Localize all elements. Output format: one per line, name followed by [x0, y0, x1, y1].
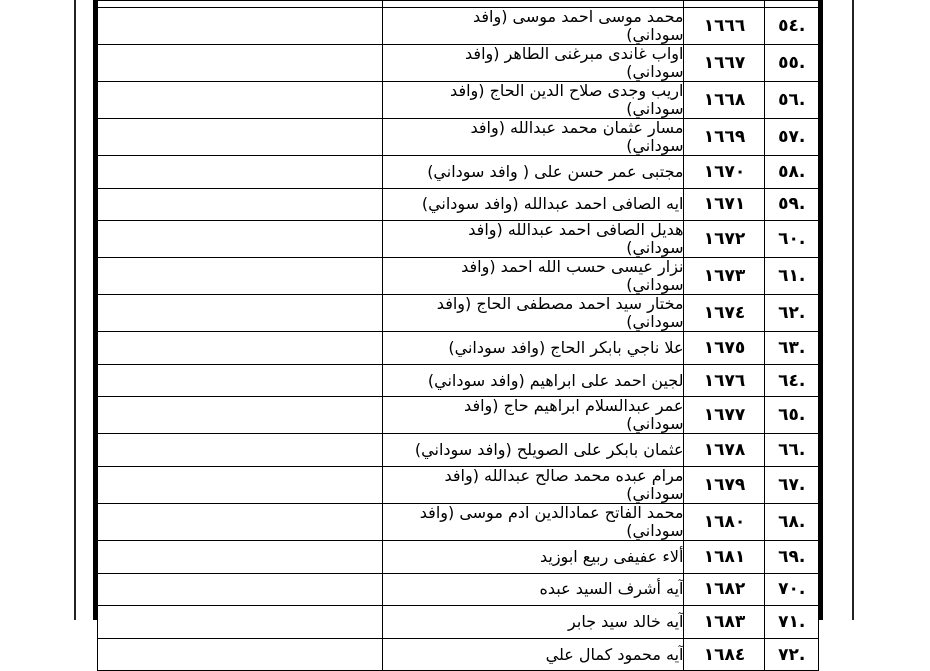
registration-number: ١٦٦٨	[684, 82, 765, 119]
student-name-cell	[382, 573, 684, 606]
blank-cell	[98, 466, 383, 503]
registration-number: ١٦٨٤	[684, 638, 765, 671]
registration-number: ١٦٦٧	[684, 45, 765, 82]
table-row	[98, 45, 819, 82]
student-name: مسار عثمان محمد عبدالله (وافد سوداني)	[470, 118, 684, 155]
registration-number: ١٦٦٦	[684, 8, 765, 45]
blank-cell	[98, 503, 383, 540]
student-name-cell	[382, 397, 684, 434]
serial-number: .٦٠	[765, 221, 819, 258]
registration-number: ١٦٨١	[684, 540, 765, 573]
cell-id	[684, 1, 765, 8]
page-edge-left	[74, 0, 76, 620]
student-name: هديل الصافى احمد عبدالله (وافد سوداني)	[468, 220, 684, 258]
student-name-cell	[382, 188, 684, 221]
student-name: مختار سيد احمد مصطفى الحاج (وافد سوداني)	[436, 294, 684, 332]
table-row	[98, 364, 819, 397]
student-name-cell	[382, 221, 684, 258]
serial-number: .٦٥	[765, 397, 819, 434]
registration-number: ١٦٧٣	[684, 258, 765, 295]
serial-number: .٥٨	[765, 156, 819, 189]
blank-cell	[98, 540, 383, 573]
registration-number: ١٦٧١	[684, 188, 765, 221]
blank-cell	[98, 364, 383, 397]
student-name-cell	[382, 540, 684, 573]
serial-number: .٦٤	[765, 364, 819, 397]
table-row	[98, 295, 819, 332]
table-row	[98, 258, 819, 295]
cell-blank	[98, 1, 383, 8]
student-name-cell	[382, 119, 684, 156]
table-top-row	[98, 1, 819, 8]
student-name: آيه خالد سيد جابر	[568, 611, 684, 631]
serial-number: .٦٨	[765, 503, 819, 540]
table-row	[98, 503, 819, 540]
blank-cell	[98, 332, 383, 365]
student-name: نزار عيسى حسب الله احمد (وافد سوداني)	[461, 257, 684, 295]
table-row	[98, 82, 819, 119]
blank-cell	[98, 434, 383, 467]
student-name-cell	[382, 503, 684, 540]
registration-number: ١٦٧٦	[684, 364, 765, 397]
blank-cell	[98, 119, 383, 156]
student-name-cell	[382, 8, 684, 45]
blank-cell	[98, 258, 383, 295]
serial-number: .٦٩	[765, 540, 819, 573]
registration-number: ١٦٧٩	[684, 466, 765, 503]
serial-number: .٦٦	[765, 434, 819, 467]
serial-number: .٧٢	[765, 638, 819, 671]
table-row	[98, 221, 819, 258]
student-name-cell	[382, 295, 684, 332]
serial-number: .٥٦	[765, 82, 819, 119]
registration-number: ١٦٧٠	[684, 156, 765, 189]
table-row	[98, 466, 819, 503]
table-row	[98, 606, 819, 639]
serial-number: .٥٤	[765, 8, 819, 45]
student-name: عثمان بابكر على الصويلح (وافد سوداني)	[414, 440, 684, 460]
registration-number: ١٦٧٧	[684, 397, 765, 434]
registration-number: ١٦٧٢	[684, 221, 765, 258]
table-row	[98, 332, 819, 365]
serial-number: .٥٧	[765, 119, 819, 156]
serial-number: .٧١	[765, 606, 819, 639]
table-row	[98, 188, 819, 221]
student-name-cell	[382, 606, 684, 639]
registration-number: ١٦٧٨	[684, 434, 765, 467]
roster-body	[98, 1, 819, 671]
blank-cell	[98, 45, 383, 82]
student-name: لجين احمد على ابراهيم (وافد سوداني)	[427, 370, 684, 390]
table-row	[98, 638, 819, 671]
table-row	[98, 434, 819, 467]
blank-cell	[98, 188, 383, 221]
registration-number: ١٦٨٢	[684, 573, 765, 606]
serial-number: .٥٩	[765, 188, 819, 221]
student-name-cell	[382, 466, 684, 503]
blank-cell	[98, 156, 383, 189]
roster-table	[97, 0, 819, 671]
cell-serial	[765, 1, 819, 8]
serial-number: .٦٧	[765, 466, 819, 503]
student-name-cell	[382, 364, 684, 397]
blank-cell	[98, 8, 383, 45]
blank-cell	[98, 82, 383, 119]
serial-number: .٧٠	[765, 573, 819, 606]
student-name: مرام عبده محمد صالح عبدالله (وافد سوداني)	[444, 465, 684, 503]
student-name: اريب وجدى صلاح الدين الحاج (وافد سوداني)	[450, 81, 684, 118]
student-name-cell	[382, 45, 684, 82]
student-name-cell	[382, 638, 684, 671]
serial-number: .٦٢	[765, 295, 819, 332]
student-name: آيه أشرف السيد عبده	[539, 579, 684, 599]
blank-cell	[98, 606, 383, 639]
student-name: آيه محمود كمال علي	[545, 644, 684, 664]
blank-cell	[98, 573, 383, 606]
table-row	[98, 119, 819, 156]
student-name: عمر عبدالسلام ابراهيم حاج (وافد سوداني)	[464, 396, 684, 434]
student-name: اواب غاندى مبرغنى الطاهر (وافد سوداني)	[465, 44, 684, 81]
table-row	[98, 573, 819, 606]
blank-cell	[98, 397, 383, 434]
registration-number: ١٦٦٩	[684, 119, 765, 156]
blank-cell	[98, 638, 383, 671]
student-name-cell	[382, 332, 684, 365]
registration-number: ١٦٧٥	[684, 332, 765, 365]
serial-number: .٦٣	[765, 332, 819, 365]
registration-number: ١٦٧٤	[684, 295, 765, 332]
student-name: محمد موسى احمد موسى (وافد سوداني)	[472, 7, 684, 44]
student-name: ألاء عفيفى ربيع ابوزيد	[539, 546, 684, 566]
serial-number: .٦١	[765, 258, 819, 295]
student-name-cell	[382, 258, 684, 295]
student-name: محمد الفاتح عمادالدين ادم موسى (وافد سوداني)	[419, 502, 684, 540]
student-name-cell	[382, 434, 684, 467]
table-row	[98, 8, 819, 45]
registration-number: ١٦٨٠	[684, 503, 765, 540]
page-edge-right	[852, 0, 854, 620]
table-row	[98, 540, 819, 573]
blank-cell	[98, 221, 383, 258]
student-name: مجتبى عمر حسن على ( وافد سوداني)	[427, 161, 684, 181]
serial-number: .٥٥	[765, 45, 819, 82]
student-name-cell	[382, 82, 684, 119]
table-row	[98, 397, 819, 434]
registration-number: ١٦٨٣	[684, 606, 765, 639]
student-name: ايه الصافى احمد عبدالله (وافد سوداني)	[421, 194, 684, 214]
student-name-cell	[382, 156, 684, 189]
table-row	[98, 156, 819, 189]
blank-cell	[98, 295, 383, 332]
student-name: علا ناجي بابكر الحاج (وافد سوداني)	[448, 337, 684, 357]
